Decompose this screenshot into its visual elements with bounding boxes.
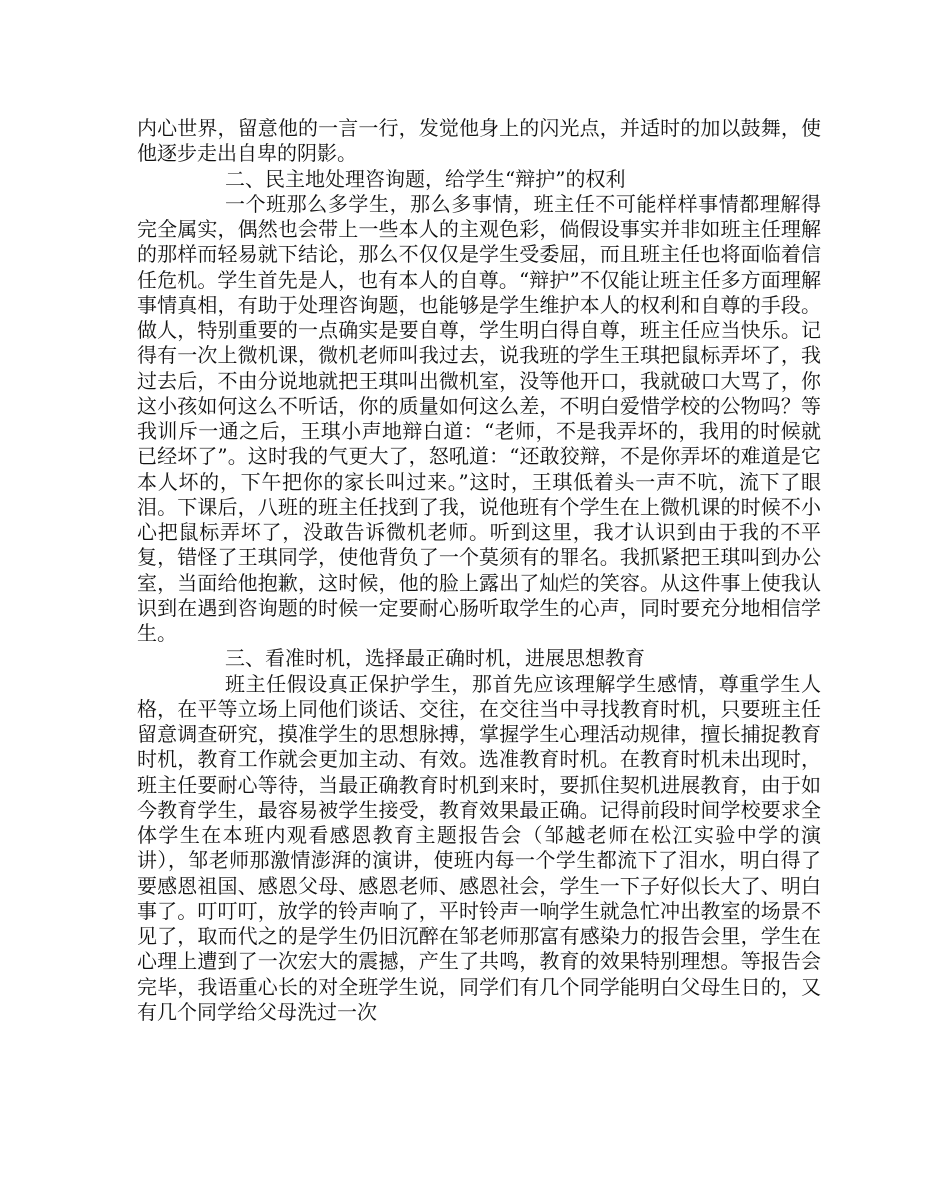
paragraph-continuation: 内心世界，留意他的一言一行，发觉他身上的闪光点，并适时的加以鼓舞，使他逐步走出自卑的阴影。 — [137, 116, 821, 166]
section-heading-2: 二、民主地处理咨询题，给学生“辩护”的权利 — [225, 166, 626, 191]
section-heading-3: 三、看准时机，选择最正确时机，进展思想教育 — [225, 646, 645, 671]
document-body — [137, 116, 821, 1025]
paragraph-section-3: 班主任假设真正保护学生，那首先应该理解学生感情，尊重学生人格，在平等立场上同他们谈话、交往，在交往当中寻找教育时机，只要班主任留意调查研究，摸准学生的思想脉搏，掌握学生心理活动规律，擅长捕捉教育时机，教育工作就会更加主动、有效。选准教育时机。在教育时机未出现时，班主任要耐心等待，当最正确教育时机到来时，要抓住契机进展教育，由于如今教育学生，最容易被学生接受，教育效果最正确。记得前段时间学校要求全体学生在本班内观看感恩教育主题报告会（邹越老师在松江实验中学的演讲），邹老师那激情澎湃的演讲，使班内每一个学生都流下了泪水，明白得了要感恩祖国、感恩父母、感恩老师、感恩社会，学生一下子好似长大了、明白事了。叮叮叮，放学的铃声响了，平时铃声一响学生就急忙冲出教室的场景不见了，取而代之的是学生仍旧沉醉在邹老师那富有感染力的报告会里，学生在心理上遭到了一次宏大的震撼，产生了共鸣，教育的效果特别理想。等报告会完毕，我语重心长的对全班学生说，同学们有几个同学能明白父母生日的，又有几个同学给父母洗过一次 — [137, 671, 821, 1024]
paragraph-section-2: 一个班那么多学生，那么多事情，班主任不可能样样事情都理解得完全属实，偶然也会带上一些本人的主观色彩，倘假设事实并非如班主任理解的那样而轻易就下结论，那么不仅仅是学生受委屈，而且班主任也将面临着信任危机。学生首先是人，也有本人的自尊。“辩护”不仅能让班主任多方面理解事情真相，有助于处理咨询题，也能够是学生维护本人的权利和自尊的手段。做人，特别重要的一点确实是要自尊，学生明白得自尊，班主任应当快乐。记得有一次上微机课，微机老师叫我过去，说我班的学生王琪把鼠标弄坏了，我过去后，不由分说地就把王琪叫出微机室，没等他开口，我就破口大骂了，你这小孩如何这么不听话，你的质量如何这么差，不明白爱惜学校的公物吗？等我训斥一通之后，王琪小声地辩白道：“老师，不是我弄坏的，我用的时候就已经坏了”。这时我的气更大了，怒吼道：“还敢狡辩，不是你弄坏的难道是它本人坏的，下午把你的家长叫过来。”这时，王琪低着头一声不吭，流下了眼泪。下课后，八班的班主任找到了我，说他班有个学生在上微机课的时候不小心把鼠标弄坏了，没敢告诉微机老师。听到这里，我才认识到由于我的不平复，错怪了王琪同学，使他背负了一个莫须有的罪名。我抓紧把王琪叫到办公室，当面给他抱歉，这时候，他的脸上露出了灿烂的笑容。从这件事上使我认识到在遇到咨询题的时候一定要耐心肠听取学生的心声，同时要充分地相信学生。 — [137, 191, 821, 645]
